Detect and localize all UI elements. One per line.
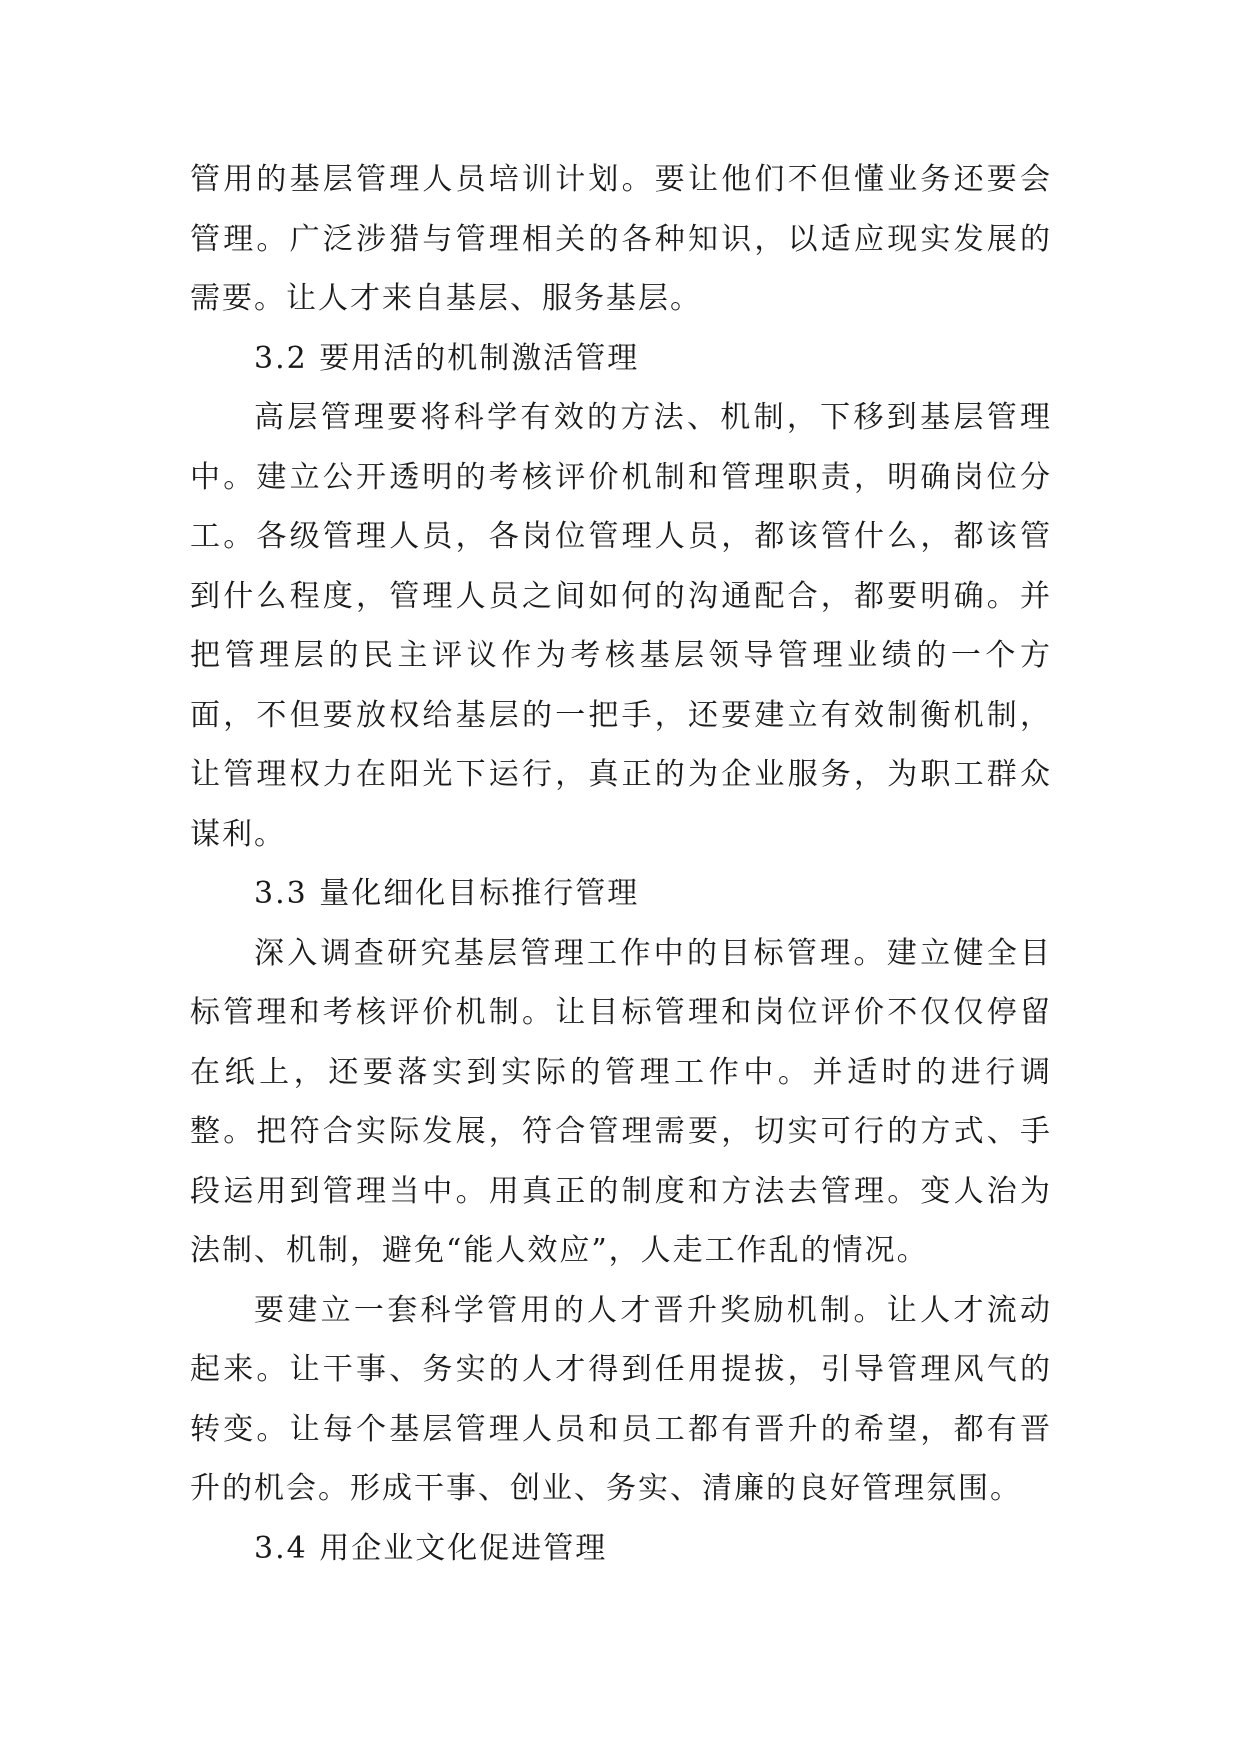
paragraph-mechanism: 高层管理要将科学有效的方法、机制，下移到基层管理中。建立公开透明的考核评价机制和管理职责，明确岗位分工。各级管理人员，各岗位管理人员，都该管什么，都该管到什么程度，管理人员之间如何的沟通配合，都要明确。并把管理层的民主评议作为考核基层领导管理业绩的一个方面，不但要放权给基层的一把手，还要建立有效制衡机制，让管理权力在阳光下运行，真正的为企业服务，为职工群众谋利。: [190, 400, 1052, 852]
section-heading-3-2: 3.2 要用活的机制激活管理: [254, 340, 640, 376]
section-heading-3-3: 3.3 量化细化目标推行管理: [254, 876, 640, 911]
section-heading-3-4: 3.4 用企业文化促进管理: [254, 1530, 608, 1566]
paragraph-promotion: 要建立一套科学管用的人才晋升奖励机制。让人才流动起来。让干事、务实的人才得到任用提拔，引导管理风气的转变。让每个基层管理人员和员工都有晋升的希望，都有晋升的机会。形成干事、创业、务实、清廉的良好管理氛围。: [190, 1292, 1052, 1506]
document-page: [190, 150, 1052, 1578]
paragraph-target-management: 深入调查研究基层管理工作中的目标管理。建立健全目标管理和考核评价机制。让目标管理和岗位评价不仅仅停留在纸上，还要落实到实际的管理工作中。并适时的进行调整。把符合实际发展，符合管理需要，切实可行的方式、手段运用到管理当中。用真正的制度和方法去管理。变人治为法制、机制，避免“能人效应”，人走工作乱的情况。: [190, 935, 1052, 1268]
paragraph-continuation: 管用的基层管理人员培训计划。要让他们不但懂业务还要会管理。广泛涉猎与管理相关的各种知识，以适应现实发展的需要。让人才来自基层、服务基层。: [190, 162, 1052, 316]
